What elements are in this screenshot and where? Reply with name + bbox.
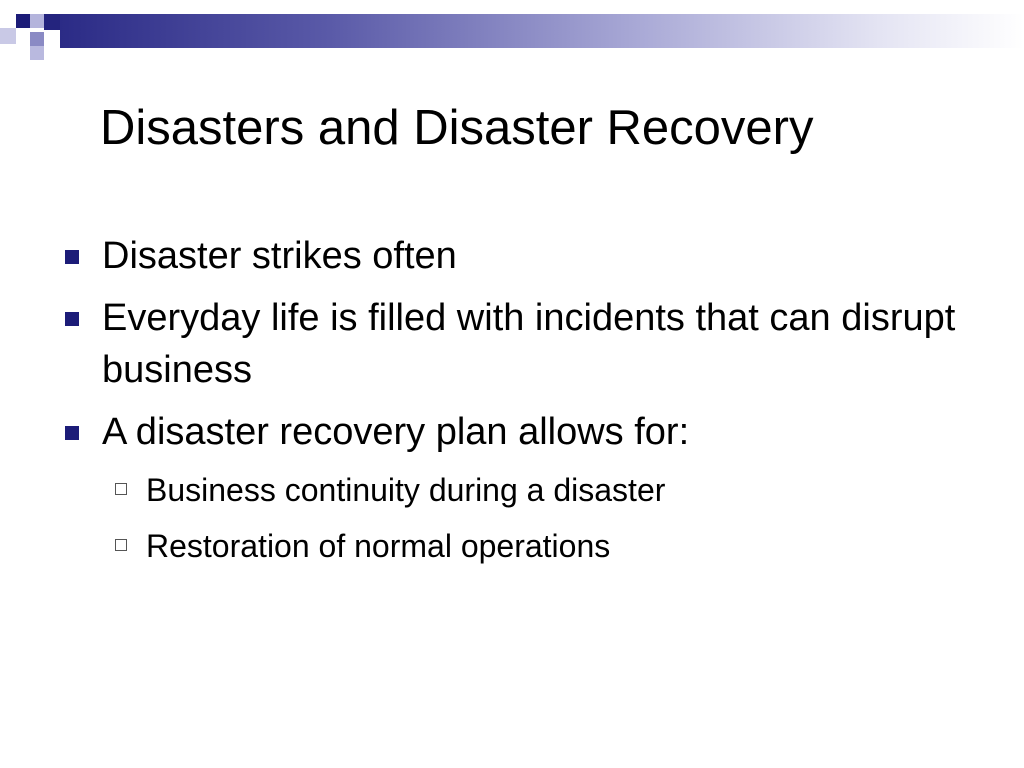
- decor-square: [0, 28, 16, 44]
- bullet-text: Everyday life is filled with incidents that can disrupt business: [102, 297, 956, 391]
- sub-bullet-text: Restoration of normal operations: [146, 528, 611, 564]
- bullet-text: Disaster strikes often: [102, 235, 457, 277]
- filled-square-bullet-icon: [65, 250, 79, 264]
- decor-square: [30, 46, 44, 60]
- decor-square: [16, 14, 30, 28]
- bullet-item: [62, 230, 962, 282]
- header-gradient-band: [60, 14, 1024, 48]
- sub-bullet-text: Business continuity during a disaster: [146, 472, 666, 508]
- decor-square: [44, 14, 60, 30]
- bullet-list: [62, 230, 962, 580]
- decor-square: [44, 0, 60, 14]
- decor-square: [30, 32, 44, 46]
- sub-bullet-item: [112, 524, 962, 568]
- hollow-square-bullet-icon: [115, 539, 127, 551]
- filled-square-bullet-icon: [65, 426, 79, 440]
- filled-square-bullet-icon: [65, 312, 79, 326]
- slide-title: Disasters and Disaster Recovery: [100, 101, 814, 155]
- decor-square: [30, 14, 44, 28]
- decor-square: [44, 30, 60, 46]
- bullet-text: A disaster recovery plan allows for:: [102, 411, 690, 453]
- bullet-item: [62, 292, 962, 396]
- sub-bullet-item: [112, 468, 962, 512]
- hollow-square-bullet-icon: [115, 483, 127, 495]
- bullet-item: [62, 406, 962, 458]
